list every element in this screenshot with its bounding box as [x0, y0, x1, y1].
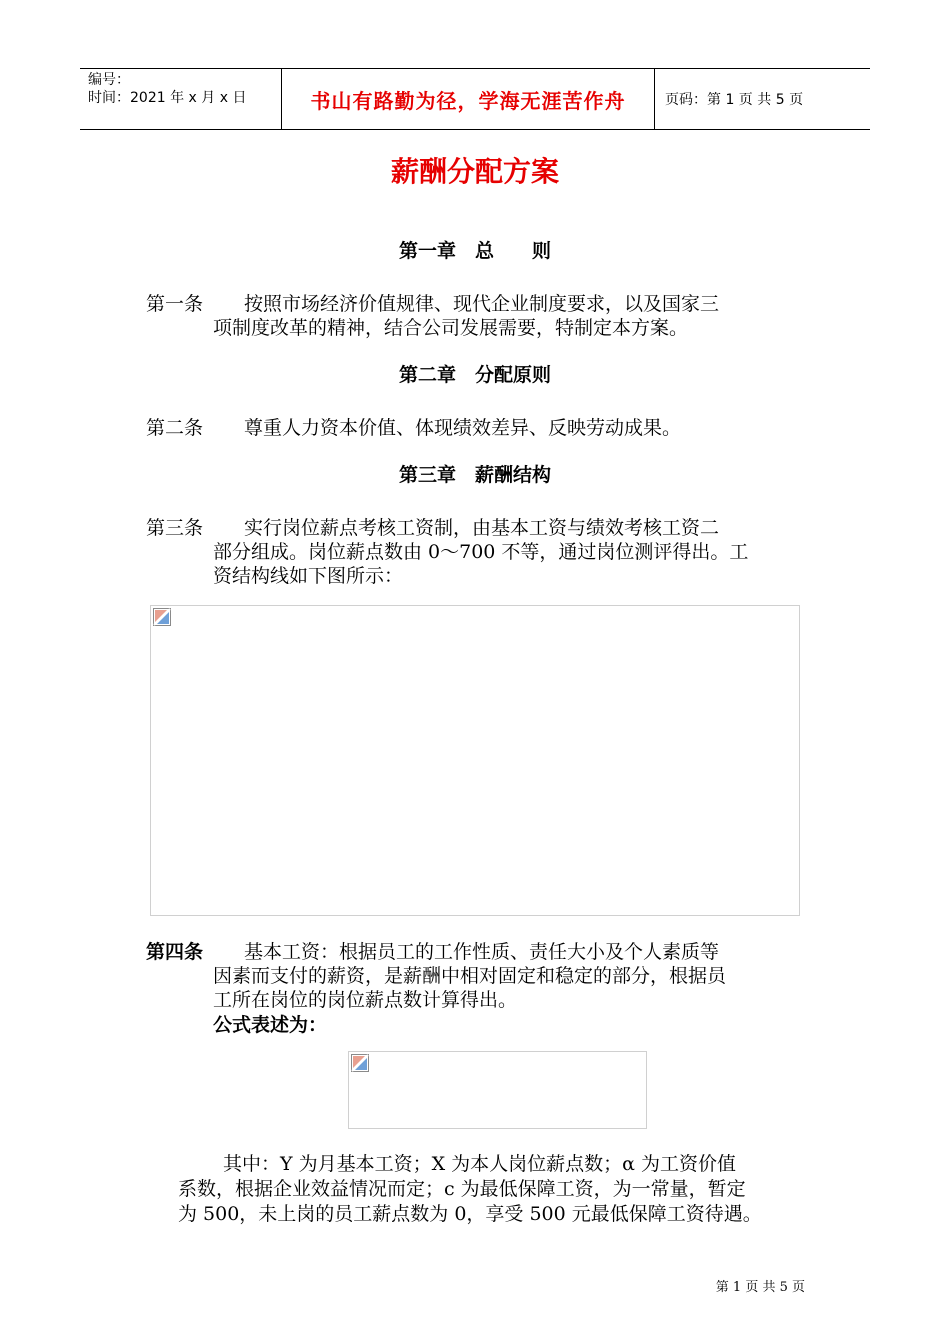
- note-text: 其中：Y 为月基本工资；X 为本人岗位薪点数；α 为工资价值: [223, 1153, 737, 1175]
- article-text: 基本工资：根据员工的工作性质、责任大小及个人素质等: [244, 941, 720, 963]
- article-text: 资结构线如下图所示：: [213, 565, 404, 587]
- chapter-heading-2: 第二章 分配原则: [398, 364, 551, 386]
- header-meta: [80, 69, 282, 129]
- article-3: [146, 516, 816, 588]
- time-label: 时间：2021 年 x 月 x 日: [88, 90, 247, 106]
- article-text: 按照市场经济价值规律、现代企业制度要求，以及国家三: [244, 293, 720, 315]
- page-header: [80, 68, 870, 130]
- article-text: 因素而支付的薪资，是薪酬中相对固定和稳定的部分，根据员: [213, 965, 727, 987]
- number-label: 编号：: [88, 72, 130, 88]
- article-4: [146, 940, 816, 1012]
- article-text: 实行岗位薪点考核工资制，由基本工资与绩效考核工资二: [244, 517, 720, 539]
- article-text: 项制度改革的精神，结合公司发展需要，特制定本方案。: [213, 317, 689, 339]
- broken-image-icon: [153, 608, 171, 626]
- article-label: 第一条: [146, 293, 204, 315]
- article-text: 尊重人力资本价值、体现绩效差异、反映劳动成果。: [244, 417, 682, 439]
- header-motto: 书山有路勤为径，学海无涯苦作舟: [282, 69, 655, 129]
- chapter-heading-1: 第一章 总 则: [398, 240, 551, 262]
- article-text: 工所在岗位的岗位薪点数计算得出。: [213, 989, 518, 1011]
- salary-structure-image: [150, 605, 800, 916]
- formula-image: [348, 1051, 647, 1129]
- article-text: 部分组成。岗位薪点数由 0～700 不等，通过岗位测评得出。工: [213, 541, 749, 563]
- article-1: [146, 292, 816, 340]
- header-page-number: 页码：第 1 页 共 5 页: [665, 92, 804, 108]
- note-text: 系数，根据企业效益情况而定；c 为最低保障工资，为一常量，暂定: [178, 1178, 746, 1200]
- page-footer: 第 1 页 共 5 页: [715, 1280, 805, 1295]
- formula-label: 公式表述为：: [213, 1014, 328, 1036]
- note-text: 为 500，未上岗的员工薪点数为 0，享受 500 元最低保障工资待遇。: [178, 1203, 762, 1225]
- formula-explanation: [178, 1152, 808, 1227]
- article-2: [146, 416, 816, 440]
- broken-image-icon: [351, 1054, 369, 1072]
- article-label: 第四条: [146, 941, 204, 963]
- article-label: 第二条: [146, 417, 204, 439]
- article-label: 第三条: [146, 517, 204, 539]
- document-title: 薪酬分配方案: [390, 155, 559, 188]
- chapter-heading-3: 第三章 薪酬结构: [398, 464, 551, 486]
